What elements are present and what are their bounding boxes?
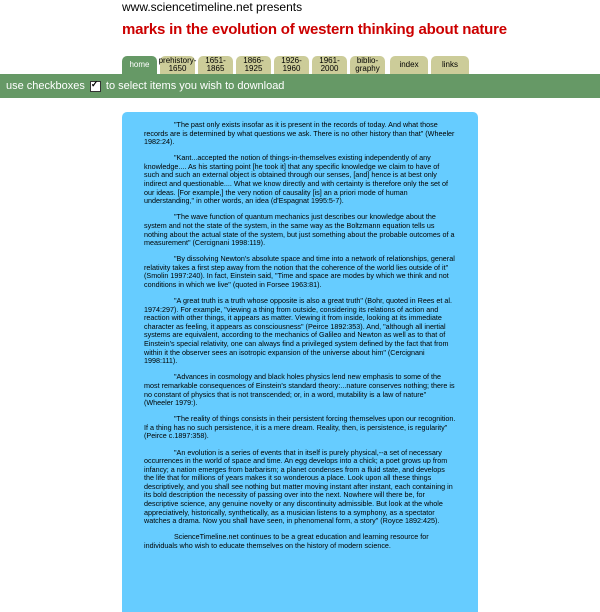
quote-cosmology: "Advances in cosmology and black holes physics lend new emphasis to some of the most remarkable consequences of Einstein's standard theory:...nature conserves nothing; there is no constant of physics that is not transcended; or, in a word, mutability is a law of nature" (Wheeler 1979:). xyxy=(144,372,455,408)
tab-home[interactable]: home xyxy=(122,56,157,74)
tab-1866-1925[interactable]: 1866-1925 xyxy=(236,56,271,74)
site-url: www.sciencetimeline.net presents xyxy=(122,0,303,14)
site-title: marks in the evolution of western thinking about nature xyxy=(122,21,507,38)
quotes-panel xyxy=(122,112,478,612)
quote-reality: "The reality of things consists in their persistent forcing themselves upon our recognition. If a thing has no such persistence, it is a mere dream. Reality, then, is persistence, is regularity" (Peirce c.1897:358). xyxy=(144,414,456,441)
select-checkbox[interactable] xyxy=(90,81,101,92)
quote-general-relativity: "By dissolving Newton's absolute space and time into a network of relationships, general relativity takes a first step away from the notion that the coherence of the world lies outside of it" (Smolin 1997:240). In fact, Einstein said, "Time and space are modes by which we think and not conditions in which we live" (quoted in Forsee 1963:81). xyxy=(144,254,455,289)
tab-1651-1865[interactable]: 1651-1865 xyxy=(198,56,233,74)
quote-great-truth: "A great truth is a truth whose opposite is also a great truth" (Bohr, quoted in Rees et al. 1974:297). For example, "viewing a thing from outside, considering its relations of action and reaction with other things, it appears as matter. Viewing it from inside, looking at its immediate character as feeling, it appears as consciousness" (Peirce 1892:353). And, "although all inertial systems are equivalent, according to the mechanics of Galileo and Newton as well as to that of Einstein's special relativity, one can always find a privileged system defined by the fact that from within it the observer sees an isotropic expansion of the universe about him" (Cercignani 1998:111). xyxy=(144,296,452,366)
nav-tabs xyxy=(122,56,469,74)
tab-1926-1960[interactable]: 1926-1960 xyxy=(274,56,309,74)
tab-1961-2000[interactable]: 1961-2000 xyxy=(312,56,347,74)
quote-wave-function: "The wave function of quantum mechanics just describes our knowledge about the system and not the state of the system, in the same way as the Boltzmann equation tells us nothing about the actual state of the system, but just something about the probable outcomes of a measurement" (Cercignani 1998:119). xyxy=(144,212,455,248)
tab-index[interactable]: index xyxy=(390,56,428,74)
tab-links[interactable]: links xyxy=(431,56,469,74)
quote-wheeler-1982: "The past only exists insofar as it is present in the records of today. And what those records are is determined by what questions we ask. There is no other history than that" (Wheeler 1982:24). xyxy=(144,120,455,147)
tab-bibliography[interactable]: biblio-graphy xyxy=(350,56,385,74)
quote-kant: "Kant...accepted the notion of things-in-themselves existing independently of any knowledge.... As his starting point [he took it] that any specific knowledge we claim to have of such and such an external object is obtained through our senses, [and] hence is at best only indirect and questionable.... What we know directly and with certainty is therefore only the set of our ideas. [For example,] the very notion of causality [is] an a priori mode of human understanding," in other words, an idea (d'Espagnat 1995:5-7). xyxy=(144,153,449,206)
toolbar-text-before: use checkboxes xyxy=(6,80,85,92)
toolbar-text-after: to select items you wish to download xyxy=(105,80,285,92)
closing-note: ScienceTimeline.net continues to be a great education and learning resource for individuals who wish to educate themselves on the history of modern science. xyxy=(144,532,429,550)
download-toolbar xyxy=(0,74,600,98)
quote-evolution: "An evolution is a series of events that in itself is purely physical,--a set of necessary occurrences in the world of space and time. An egg develops into a chick; a poet grows up from infancy; a nation emerges from barbarism; a planet condenses from a fluid state, and develops the life that for millions of years makes it so wonderous a place. Look upon all these things descriptively, and you shall see nothing but matter moving instant after instant, each containing in its bold description the necessity of passing over into the next. Nowhere will there be, for descriptive science, any genuine novelty or any discontinuity admissible. But look at the whole appreciatively, historically, synthetically, as a musician listens to a symphony, as a spectator watches a drama. Now you shall have seen, in phenomenal form, a story" (Royce 1892:425). xyxy=(144,447,453,526)
tab-prehistory-1650[interactable]: prehistory-1650 xyxy=(158,56,197,73)
